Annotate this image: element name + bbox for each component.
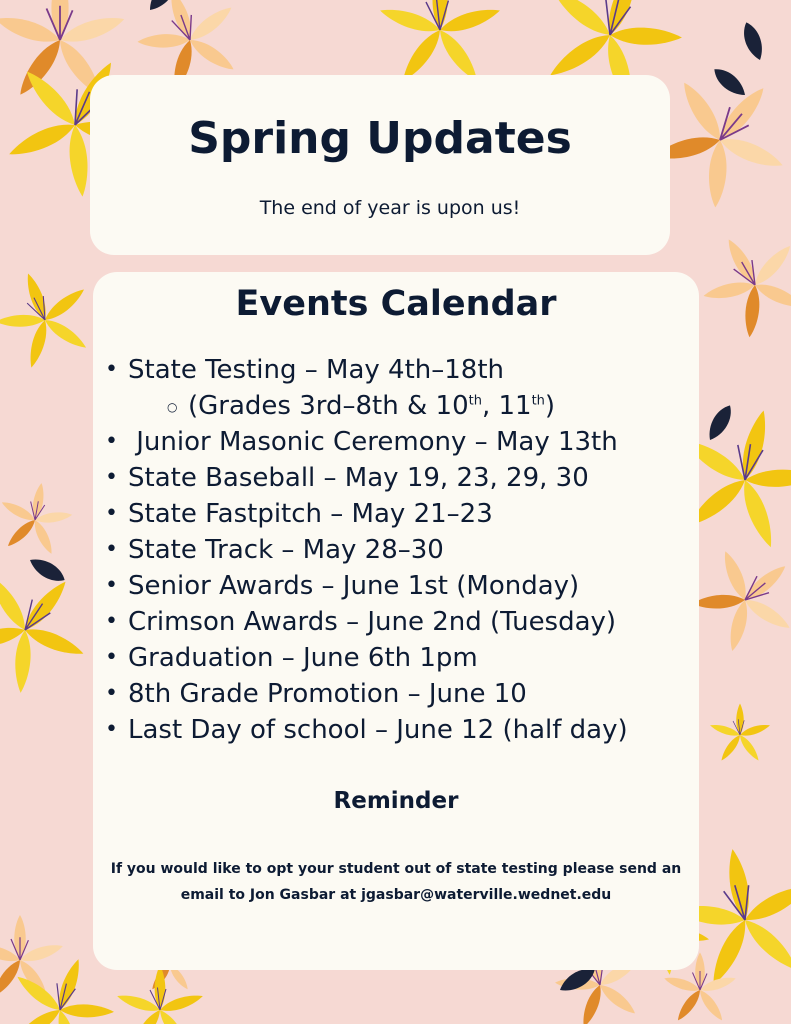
event-item: • State Track – May 28–30: [103, 532, 713, 568]
event-item: • Graduation – June 6th 1pm: [103, 640, 713, 676]
reminder-line-2: email to Jon Gasbar at jgasbar@waterville.wednet.edu: [180, 887, 612, 903]
event-item: • State Fastpitch – May 21–23: [103, 496, 713, 532]
calendar-title: Events Calendar: [235, 284, 557, 324]
event-item: • Last Day of school – June 12 (half day): [103, 712, 713, 748]
event-item: • State Baseball – May 19, 23, 29, 30: [103, 460, 713, 496]
events-list: [103, 352, 713, 748]
title-card: [90, 75, 670, 255]
page-subtitle: The end of year is upon us!: [259, 197, 521, 219]
reminder-line-1: If you would like to opt your student out of state testing please send an: [110, 861, 682, 877]
event-subitem: ○ (Grades 3rd–8th & 10th, 11th): [103, 388, 713, 424]
event-item: • Crimson Awards – June 2nd (Tuesday): [103, 604, 713, 640]
events-card: [93, 272, 699, 970]
reminder-heading: Reminder: [333, 788, 459, 814]
event-item: • Junior Masonic Ceremony – May 13th: [103, 424, 713, 460]
event-item: • Senior Awards – June 1st (Monday): [103, 568, 713, 604]
event-item: • 8th Grade Promotion – June 10: [103, 676, 713, 712]
reminder-text: [83, 856, 709, 908]
event-item: • State Testing – May 4th–18th: [103, 352, 713, 388]
page-title: Spring Updates: [188, 113, 572, 164]
